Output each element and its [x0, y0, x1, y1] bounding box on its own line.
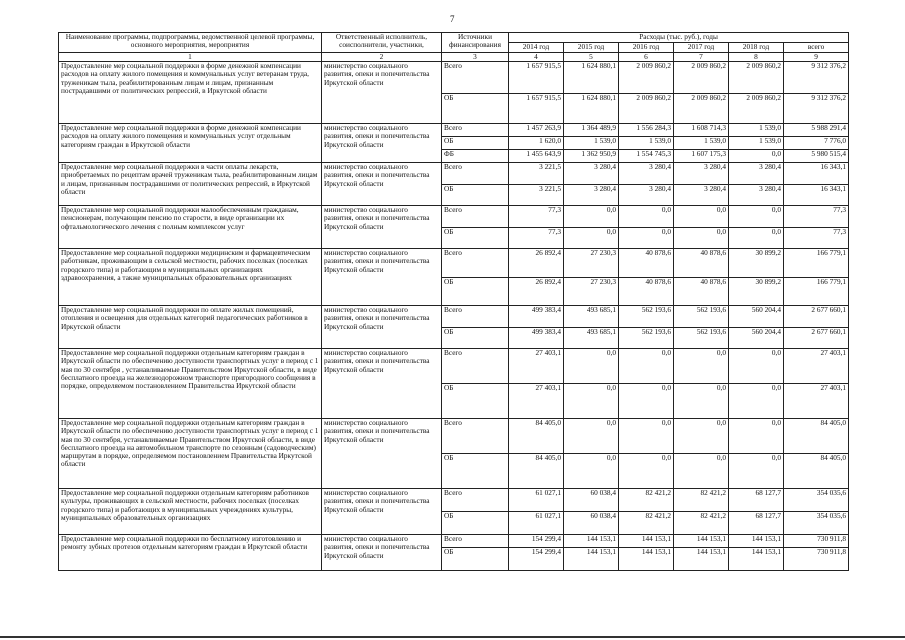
year-value: 2 009 860,2: [619, 62, 674, 94]
header-total: всего: [784, 43, 849, 53]
total-value: 5 980 515,4: [784, 150, 849, 163]
year-value: 1 607 175,3: [674, 150, 729, 163]
total-value: 9 312 376,2: [784, 94, 849, 124]
year-value: 40 878,6: [674, 249, 729, 278]
responsible-executor: министерство социального развития, опеки и попечительства Иркутской области: [322, 62, 442, 124]
responsible-executor: министерство социального развития, опеки и попечительства Иркутской области: [322, 306, 442, 349]
responsible-executor: министерство социального развития, опеки и попечительства Иркутской области: [322, 124, 442, 163]
table-row: [59, 535, 849, 548]
year-value: 84 405,0: [509, 454, 564, 489]
year-value: 1 657 915,5: [509, 62, 564, 94]
total-value: 27 403,1: [784, 384, 849, 419]
year-value: 0,0: [619, 419, 674, 454]
header-year: 2015 год: [564, 43, 619, 53]
program-description: Предоставление мер социальной поддержки малообеспеченным гражданам, пенсионерам, получающим пенсию по старости, в виде организации их офтальмологического лечения с полным комплексом услуг: [59, 206, 322, 249]
header-expenses: Расходы (тыс. руб.), годы: [509, 33, 849, 43]
year-value: 0,0: [619, 349, 674, 384]
year-value: 27 403,1: [509, 349, 564, 384]
total-value: 354 035,6: [784, 512, 849, 535]
total-value: 2 677 660,1: [784, 328, 849, 349]
responsible-executor: министерство социального развития, опеки и попечительства Иркутской области: [322, 535, 442, 571]
year-value: 0,0: [729, 228, 784, 249]
year-value: 0,0: [729, 349, 784, 384]
year-value: 77,3: [509, 206, 564, 228]
header-year: 2016 год: [619, 43, 674, 53]
year-value: 30 899,2: [729, 249, 784, 278]
total-value: 2 677 660,1: [784, 306, 849, 328]
year-value: 2 009 860,2: [729, 62, 784, 94]
year-value: 2 009 860,2: [619, 94, 674, 124]
year-value: 27 403,1: [509, 384, 564, 419]
year-value: 68 127,7: [729, 512, 784, 535]
program-description: Предоставление мер социальной поддержки медицинским и фармацевтическим работникам, проживающим в сельской местности, рабочих поселках (поселках городского типа) и работающим в муниципальных организациях здравоохранения, а также муниципальных образовательных организациях: [59, 249, 322, 306]
total-value: 84 405,0: [784, 419, 849, 454]
year-value: 1 364 489,9: [564, 124, 619, 137]
total-value: 84 405,0: [784, 454, 849, 489]
year-value: 1 539,0: [564, 137, 619, 150]
year-value: 2 009 860,2: [674, 94, 729, 124]
year-value: 2 009 860,2: [729, 94, 784, 124]
program-description: Предоставление мер социальной поддержки отдельным категориям работников культуры, проживающих в сельской местности, рабочих поселках (поселках городского типа) и работающих в муниципальных учреждениях культуры, муниципальных образовательных организациях: [59, 489, 322, 535]
responsible-executor: министерство социального развития, опеки и попечительства Иркутской области: [322, 249, 442, 306]
funding-source: Всего: [442, 489, 509, 512]
year-value: 60 038,4: [564, 489, 619, 512]
responsible-executor: министерство социального развития, опеки и попечительства Иркутской области: [322, 349, 442, 419]
year-value: 3 280,4: [619, 185, 674, 206]
year-value: 77,3: [509, 228, 564, 249]
year-value: 40 878,6: [674, 278, 729, 306]
program-description: Предоставление мер социальной поддержки в части оплаты лекарств, приобретаемых по рецептам врачей труженикам тыла, реабилитированным лицам и лицам, признанным пострадавшими от политических репрессий, в Иркутской области: [59, 163, 322, 206]
year-value: 0,0: [674, 206, 729, 228]
year-value: 68 127,7: [729, 489, 784, 512]
funding-source: Всего: [442, 306, 509, 328]
year-value: 144 153,1: [564, 548, 619, 571]
table-row: [59, 306, 849, 328]
year-value: 61 027,1: [509, 489, 564, 512]
year-value: 3 221,5: [509, 163, 564, 185]
year-value: 0,0: [729, 150, 784, 163]
year-value: 40 878,6: [619, 278, 674, 306]
header-year: 2014 год: [509, 43, 564, 53]
year-value: 0,0: [674, 349, 729, 384]
year-value: 27 230,3: [564, 278, 619, 306]
funding-source: ОБ: [442, 228, 509, 249]
funding-source: ОБ: [442, 278, 509, 306]
funding-source: ОБ: [442, 137, 509, 150]
year-value: 493 685,1: [564, 306, 619, 328]
responsible-executor: министерство социального развития, опеки и попечительства Иркутской области: [322, 489, 442, 535]
funding-source: Всего: [442, 206, 509, 228]
year-value: 154 299,4: [509, 548, 564, 571]
column-number: 4: [509, 53, 564, 62]
funding-source: ОБ: [442, 94, 509, 124]
responsible-executor: министерство социального развития, опеки и попечительства Иркутской области: [322, 206, 442, 249]
table-row: [59, 206, 849, 228]
year-value: 3 280,4: [564, 185, 619, 206]
year-value: 1 457 263,9: [509, 124, 564, 137]
year-value: 0,0: [619, 206, 674, 228]
program-description: Предоставление мер социальной поддержки в форме денежной компенсации расходов на оплату жилого помещения и коммунальных услуг отдельным категориям граждан в Иркутской области: [59, 124, 322, 163]
total-value: 730 911,8: [784, 548, 849, 571]
year-value: 0,0: [674, 384, 729, 419]
responsible-executor: министерство социального развития, опеки и попечительства Иркутской области: [322, 163, 442, 206]
year-value: 3 280,4: [674, 163, 729, 185]
budget-table: [58, 32, 849, 571]
year-value: 144 153,1: [729, 535, 784, 548]
column-number: 6: [619, 53, 674, 62]
year-value: 3 280,4: [564, 163, 619, 185]
funding-source: ОБ: [442, 328, 509, 349]
year-value: 1 556 284,3: [619, 124, 674, 137]
funding-source: ФБ: [442, 150, 509, 163]
table-row: [59, 249, 849, 278]
year-value: 1 539,0: [674, 137, 729, 150]
year-value: 1 539,0: [619, 137, 674, 150]
funding-source: Всего: [442, 62, 509, 94]
column-number: 9: [784, 53, 849, 62]
year-value: 144 153,1: [619, 548, 674, 571]
total-value: 166 779,1: [784, 249, 849, 278]
funding-source: ОБ: [442, 512, 509, 535]
year-value: 154 299,4: [509, 535, 564, 548]
total-value: 9 312 376,2: [784, 62, 849, 94]
year-value: 26 892,4: [509, 278, 564, 306]
year-value: 0,0: [619, 454, 674, 489]
total-value: 7 776,0: [784, 137, 849, 150]
column-number: 1: [59, 53, 322, 62]
year-value: 0,0: [564, 384, 619, 419]
funding-source: Всего: [442, 349, 509, 384]
year-value: 40 878,6: [619, 249, 674, 278]
year-value: 1 539,0: [729, 124, 784, 137]
year-value: 0,0: [674, 454, 729, 489]
year-value: 0,0: [564, 419, 619, 454]
header-program: Наименование программы, подпрограммы, ведомственной целевой программы, основного мероприятия, мероприятия: [59, 33, 322, 53]
year-value: 0,0: [674, 419, 729, 454]
year-value: 1 362 950,9: [564, 150, 619, 163]
year-value: 3 280,4: [619, 163, 674, 185]
table-row: [59, 489, 849, 512]
scan-edge-line: [0, 636, 905, 638]
year-value: 82 421,2: [674, 512, 729, 535]
total-value: 354 035,6: [784, 489, 849, 512]
program-description: Предоставление мер социальной поддержки по оплате жилых помещений, отопления и освещения для отдельных категорий педагогических работников в Иркутской области: [59, 306, 322, 349]
funding-source: Всего: [442, 124, 509, 137]
year-value: 499 383,4: [509, 306, 564, 328]
year-value: 1 620,0: [509, 137, 564, 150]
year-value: 1 657 915,5: [509, 94, 564, 124]
year-value: 560 204,4: [729, 328, 784, 349]
responsible-executor: министерство социального развития, опеки и попечительства Иркутской области: [322, 419, 442, 489]
table-row: [59, 124, 849, 137]
year-value: 1 455 643,9: [509, 150, 564, 163]
year-value: 1 539,0: [729, 137, 784, 150]
year-value: 144 153,1: [729, 548, 784, 571]
year-value: 0,0: [619, 384, 674, 419]
funding-source: Всего: [442, 163, 509, 185]
total-value: 16 343,1: [784, 185, 849, 206]
year-value: 27 230,3: [564, 249, 619, 278]
year-value: 82 421,2: [674, 489, 729, 512]
funding-source: Всего: [442, 249, 509, 278]
year-value: 3 280,4: [729, 163, 784, 185]
funding-source: ОБ: [442, 454, 509, 489]
funding-source: ОБ: [442, 384, 509, 419]
year-value: 0,0: [564, 228, 619, 249]
year-value: 144 153,1: [674, 535, 729, 548]
year-value: 144 153,1: [564, 535, 619, 548]
year-value: 0,0: [729, 454, 784, 489]
total-value: 5 988 291,4: [784, 124, 849, 137]
year-value: 61 027,1: [509, 512, 564, 535]
year-value: 0,0: [729, 206, 784, 228]
year-value: 562 193,6: [619, 328, 674, 349]
year-value: 0,0: [564, 454, 619, 489]
year-value: 493 685,1: [564, 328, 619, 349]
page-number: 7: [450, 14, 455, 24]
year-value: 562 193,6: [674, 328, 729, 349]
year-value: 30 899,2: [729, 278, 784, 306]
total-value: 166 779,1: [784, 278, 849, 306]
column-number: 3: [442, 53, 509, 62]
year-value: 499 383,4: [509, 328, 564, 349]
year-value: 562 193,6: [674, 306, 729, 328]
program-description: Предоставление мер социальной поддержки отдельным категориям граждан в Иркутской области по обеспечению доступности транспортных услуг в период с 1 мая по 30 сентября , устанавливаемые Правительством Иркутской области, в виде бесплатного проезда на железнодорожном транспорте пригородного сообщения в порядке, определяемом постановлением Правительства Иркутской области: [59, 349, 322, 419]
funding-source: ОБ: [442, 185, 509, 206]
total-value: 77,3: [784, 228, 849, 249]
year-value: 60 038,4: [564, 512, 619, 535]
year-value: 82 421,2: [619, 512, 674, 535]
header-year: 2018 год: [729, 43, 784, 53]
year-value: 2 009 860,2: [674, 62, 729, 94]
year-value: 562 193,6: [619, 306, 674, 328]
year-value: 0,0: [564, 206, 619, 228]
year-value: 0,0: [674, 228, 729, 249]
program-description: Предоставление мер социальной поддержки в форме денежной компенсации расходов на оплату жилого помещения и коммунальных услуг ветеранам труда, труженикам тыла, реабилитированным лицам и лицам, признанным пострадавшими от политических репрессий, в Иркутской области: [59, 62, 322, 124]
year-value: 0,0: [729, 419, 784, 454]
year-value: 1 608 714,3: [674, 124, 729, 137]
header-executor: Ответственный исполнитель, соисполнители, участники,: [322, 33, 442, 53]
table-row: [59, 163, 849, 185]
table-row: [59, 419, 849, 454]
table-body: [59, 62, 849, 571]
table-row: [59, 62, 849, 94]
year-value: 3 280,4: [729, 185, 784, 206]
program-description: Предоставление мер социальной поддержки отдельным категориям граждан в Иркутской области по обеспечению доступности транспортных услуг в период с 1 мая по 30 сентября, устанавливаемые Правительством Иркутской области, в виде бесплатного проезда на автомобильном транспорте по сезонным (садоводческим) маршрутам в порядке, определяемом постановлением Правительства Иркутской области: [59, 419, 322, 489]
year-value: 1 554 745,3: [619, 150, 674, 163]
year-value: 1 624 880,1: [564, 62, 619, 94]
year-value: 26 892,4: [509, 249, 564, 278]
column-number: 8: [729, 53, 784, 62]
year-value: 144 153,1: [619, 535, 674, 548]
year-value: 1 624 880,1: [564, 94, 619, 124]
year-value: 560 204,4: [729, 306, 784, 328]
year-value: 0,0: [729, 384, 784, 419]
header-source: Источники финансирования: [442, 33, 509, 53]
header-year: 2017 год: [674, 43, 729, 53]
funding-source: Всего: [442, 419, 509, 454]
year-value: 0,0: [619, 228, 674, 249]
column-number: 5: [564, 53, 619, 62]
total-value: 730 911,8: [784, 535, 849, 548]
year-value: 0,0: [564, 349, 619, 384]
year-value: 82 421,2: [619, 489, 674, 512]
column-number: 7: [674, 53, 729, 62]
year-value: 3 280,4: [674, 185, 729, 206]
funding-source: ОБ: [442, 548, 509, 571]
year-value: 144 153,1: [674, 548, 729, 571]
table-row: [59, 349, 849, 384]
funding-source: Всего: [442, 535, 509, 548]
year-value: 84 405,0: [509, 419, 564, 454]
total-value: 77,3: [784, 206, 849, 228]
program-description: Предоставление мер социальной поддержки по бесплатному изготовлению и ремонту зубных протезов отдельным категориям граждан в Иркутской области: [59, 535, 322, 571]
total-value: 27 403,1: [784, 349, 849, 384]
year-value: 3 221,5: [509, 185, 564, 206]
total-value: 16 343,1: [784, 163, 849, 185]
column-number: 2: [322, 53, 442, 62]
